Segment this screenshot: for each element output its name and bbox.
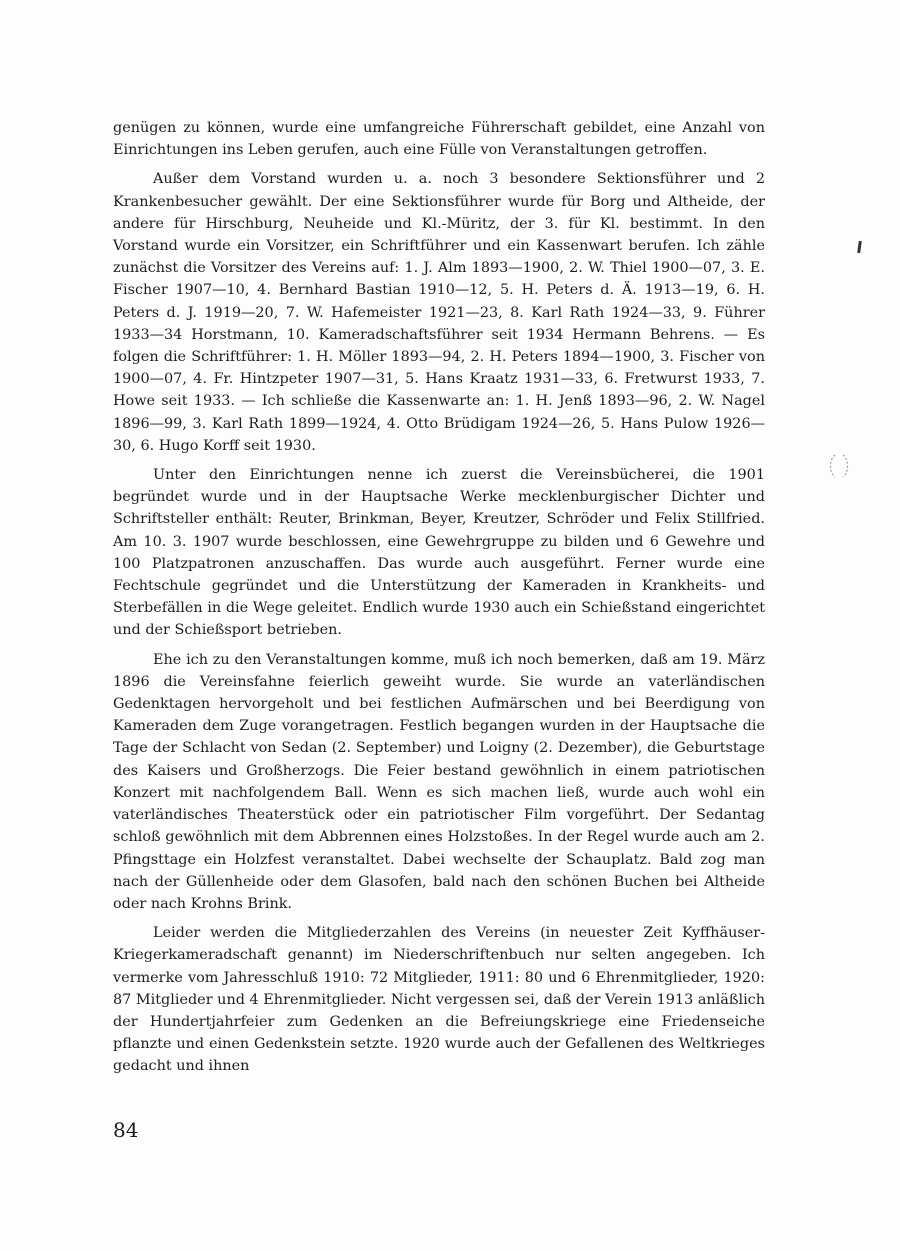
punch-hole-mark	[827, 452, 851, 480]
paragraph-1: genügen zu können, wurde eine umfangreiche Führerschaft gebildet, eine Anzahl von Einrichtungen ins Leben gerufen, auch eine Fülle von Veranstaltungen getroffen.	[113, 120, 765, 159]
paragraph-4: Ehe ich zu den Veranstaltungen komme, muß ich noch bemerken, daß am 19. März 1896 die Vereinsfahne feierlich geweiht wurde. Sie wurde an vaterländischen Gedenktagen hervorgeholt und bei festlichen Aufmärschen und bei Beerdigung von Kameraden dem Zuge vorangetragen. Festlich begangen wurden in der Hauptsache die Tage der Schlacht von Sedan (2. September) und Loigny (2. Dezember), die Geburtstage des Kaisers und Großherzogs. Die Feier bestand gewöhnlich in einem patriotischen Konzert mit nachfolgendem Ball. Wenn es sich machen ließ, wurde auch wohl ein vaterländisches Theaterstück oder ein patriotischer Film vorgeführt. Der Sedantag schloß gewöhnlich mit dem Abbrennen eines Holzstoßes. In der Regel wurde auch am 2. Pfingsttage ein Holzfest veranstaltet. Dabei wechselte der Schauplatz. Bald zog man nach der Güllenheide oder dem Glasofen, bald nach den schönen Buchen bei Altheide oder nach Krohns Brink.	[113, 651, 765, 912]
paragraph-5: Leider werden die Mitgliederzahlen des Vereins (in neuester Zeit Kyffhäuser-Kriegerkameradschaft genannt) im Niederschriftenbuch nur selten angegeben. Ich vermerke vom Jahresschluß 1910: 72 Mitglieder, 1911: 80 und 6 Ehrenmitglieder, 1920: 87 Mitglieder und 4 Ehrenmitglieder. Nicht vergessen sei, daß der Verein 1913 anläßlich der Hundertjahrfeier zum Gedenken an die Befreiungskriege eine Friedenseiche pflanzte und einen Gedenkstein setzte. 1920 wurde auch der Gefallenen des Weltkrieges gedacht und ihnen	[113, 925, 765, 1075]
page-number: 84	[113, 1118, 139, 1142]
margin-pencil-mark	[857, 241, 862, 253]
paragraph-3: Unter den Einrichtungen nenne ich zuerst die Vereinsbücherei, die 1901 begründet wurde und in der Hauptsache Werke mecklenburgischer Dichter und Schriftsteller enthält: Reuter, Brinkman, Beyer, Kreutzer, Schröder und Felix Stillfried. Am 10. 3. 1907 wurde beschlossen, eine Gewehrgruppe zu bilden und 6 Gewehre und 100 Platzpatronen anzuschaffen. Das wurde auch ausgeführt. Ferner wurde eine Fechtschule gegründet und die Unterstützung der Kameraden in Krankheits- und Sterbefällen in die Wege geleitet. Endlich wurde 1930 auch ein Schießstand eingerichtet und der Schießsport betrieben.	[113, 467, 765, 639]
body-text	[113, 117, 765, 1085]
paragraph-2: Außer dem Vorstand wurden u. a. noch 3 besondere Sektionsführer und 2 Krankenbesucher gewählt. Der eine Sektionsführer wurde für Borg und Altheide, der andere für Hirschburg, Neuheide und Kl.-Müritz, der 3. für Kl. bestimmt. In den Vorstand wurde ein Vorsitzer, ein Schriftführer und ein Kassenwart berufen. Ich zähle zunächst die Vorsitzer des Vereins auf: 1. J. Alm 1893—1900, 2. W. Thiel 1900—07, 3. E. Fischer 1907—10, 4. Bernhard Bastian 1910—12, 5. H. Peters d. Ä. 1913—19, 6. H. Peters d. J. 1919—20, 7. W. Hafemeister 1921—23, 8. Karl Rath 1924—33, 9. Führer 1933—34 Horstmann, 10. Kameradschaftsführer seit 1934 Hermann Behrens. — Es folgen die Schriftführer: 1. H. Möller 1893—94, 2. H. Peters 1894—1900, 3. Fischer von 1900—07, 4. Fr. Hintzpeter 1907—31, 5. Hans Kraatz 1931—33, 6. Fretwurst 1933, 7. Howe seit 1933. — Ich schließe die Kassenwarte an: 1. H. Jenß 1893—96, 2. W. Nagel 1896—99, 3. Karl Rath 1899—1924, 4. Otto Brüdigam 1924—26, 5. Hans Pulow 1926—30, 6. Hugo Korff seit 1930.	[113, 171, 765, 454]
